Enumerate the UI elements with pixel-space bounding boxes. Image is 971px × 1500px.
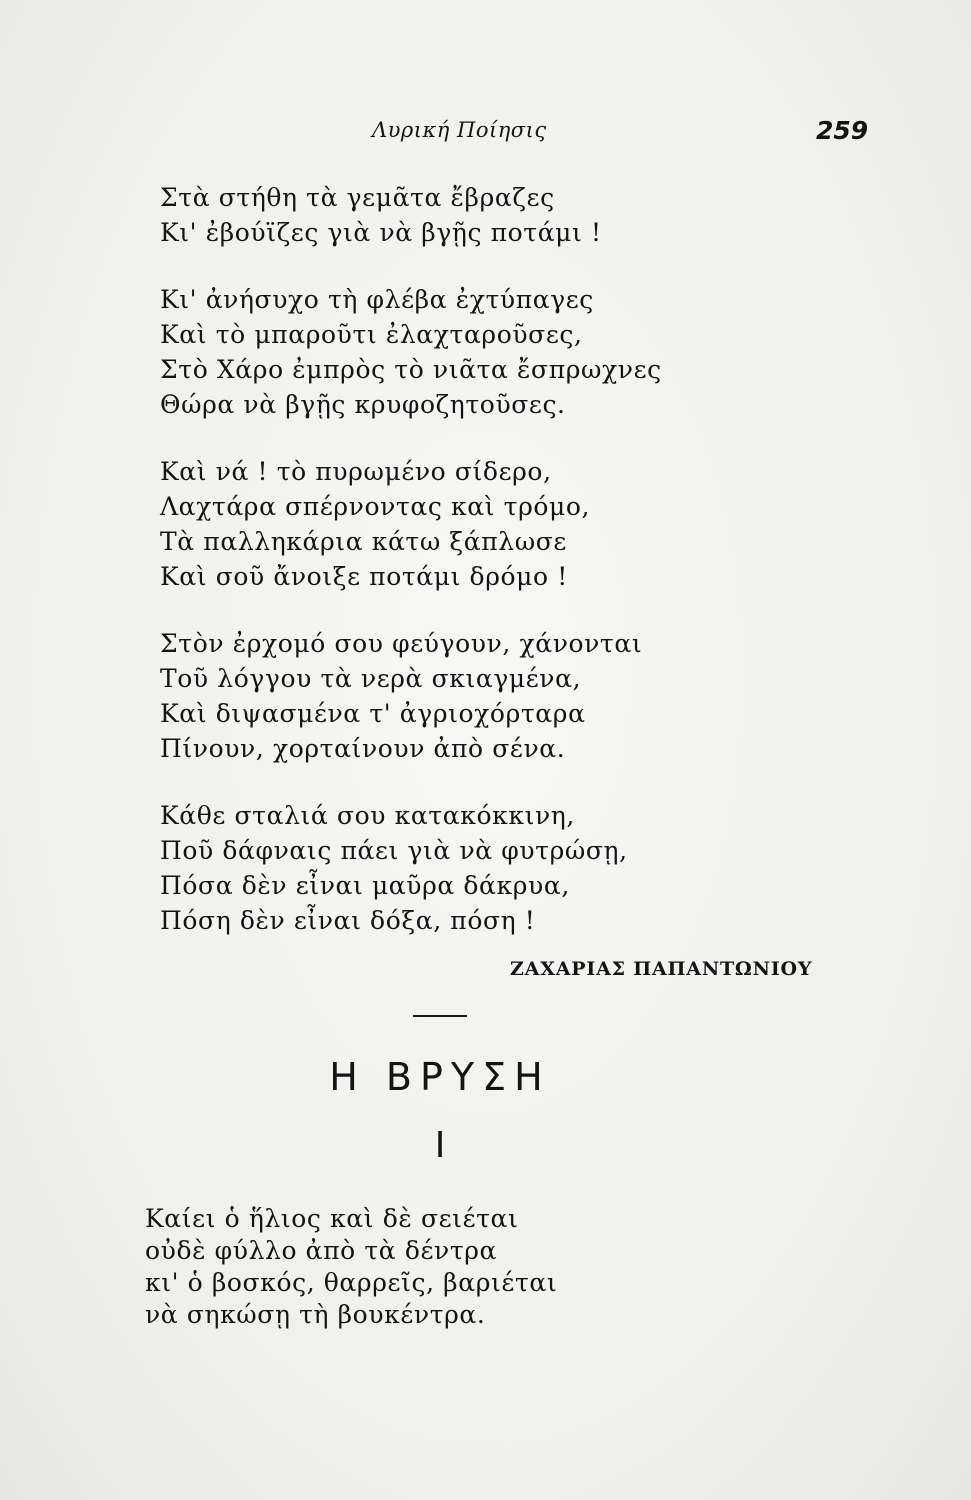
verse-line: Στὰ στήθη τὰ γεμᾶτα ἔβραζες bbox=[160, 183, 555, 212]
verse-line: Θώρα νὰ βγῇς κρυφοζητοῦσες. bbox=[160, 390, 566, 419]
verse-line: Κάθε σταλιά σου κατακόκκινη, bbox=[160, 801, 575, 830]
section-divider bbox=[413, 1015, 467, 1017]
verse-line: Κι' ἀνήσυχο τὴ φλέβα ἐχτύπαγες bbox=[160, 285, 594, 314]
verse-line: οὐδὲ φύλλο ἀπὸ τὰ δέντρα bbox=[145, 1236, 498, 1265]
verse-line: Τοῦ λόγγου τὰ νερὰ σκιαγμένα, bbox=[160, 664, 582, 693]
verse-line: Καὶ σοῦ ἄνοιξε ποτάμι δρόμο ! bbox=[160, 562, 568, 591]
section-numeral: Ι bbox=[434, 1125, 446, 1166]
running-head bbox=[0, 118, 971, 148]
verse-line: Πίνουν, χορταίνουν ἀπὸ σένα. bbox=[160, 734, 566, 763]
stanza bbox=[160, 180, 720, 250]
stanza bbox=[160, 626, 720, 766]
verse-line: Πόσα δὲν εἶναι μαῦρα δάκρυα, bbox=[160, 871, 570, 900]
stanza bbox=[160, 282, 720, 422]
verse-line: Στὸν ἐρχομό σου φεύγουν, χάνονται bbox=[160, 629, 643, 658]
second-poem-body bbox=[145, 1203, 705, 1331]
verse-line: Καὶ νά ! τὸ πυρωμένο σίδερο, bbox=[160, 457, 552, 486]
verse-line: Λαχτάρα σπέρνοντας καὶ τρόμο, bbox=[160, 492, 591, 521]
verse-line: Ποῦ δάφναις πάει γιὰ νὰ φυτρώσῃ, bbox=[160, 836, 628, 865]
verse-line: Καίει ὁ ἥλιος καὶ δὲ σειέται bbox=[145, 1204, 519, 1233]
verse-line: Καὶ διψασμένα τ' ἀγριοχόρταρα bbox=[160, 699, 586, 728]
author-signature: ΖΑΧΑΡΙΑΣ ΠΑΠΑΝΤΩΝΙΟΥ bbox=[510, 958, 813, 980]
stanza bbox=[160, 454, 720, 594]
verse-line: νὰ σηκώσῃ τὴ βουκέντρα. bbox=[145, 1300, 486, 1329]
verse-line: Κι' ἐβούϊζες γιὰ νὰ βγῇς ποτάμι ! bbox=[160, 218, 602, 247]
poem-title: Η ΒΡΥΣΗ bbox=[329, 1055, 551, 1099]
stanza bbox=[160, 798, 720, 938]
verse-line: Στὸ Χάρο ἐμπρὸς τὸ νιᾶτα ἔσπρωχνες bbox=[160, 355, 662, 384]
verse-line: Πόση δὲν εἶναι δόξα, πόση ! bbox=[160, 906, 536, 935]
page-number: 259 bbox=[816, 116, 869, 145]
running-title: Λυρική Ποίησις bbox=[372, 118, 547, 142]
verse-line: κι' ὁ βοσκός, θαρρεῖς, βαριέται bbox=[145, 1268, 558, 1297]
verse-line: Τὰ παλληκάρια κάτω ξάπλωσε bbox=[160, 527, 567, 556]
poem-body bbox=[160, 180, 720, 938]
verse-line: Καὶ τὸ μπαροῦτι ἐλαχταροῦσες, bbox=[160, 320, 583, 349]
